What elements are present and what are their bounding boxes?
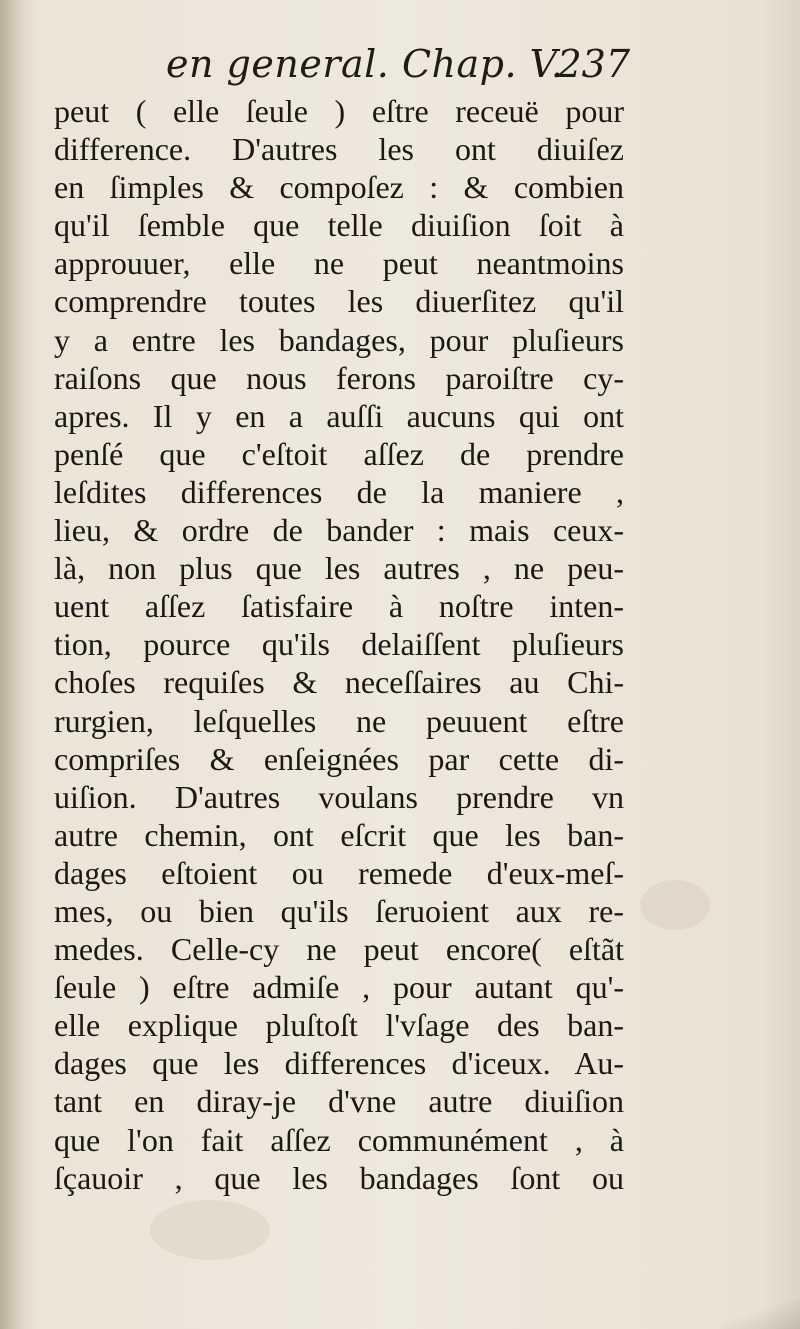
text-line: medes. Celle-cy ne peut encore( eſtãt [54, 931, 624, 968]
text-line: apres. Il y en a auſſi aucuns qui ont [54, 397, 624, 434]
text-line: que l'on fait aſſez communément , à [54, 1121, 624, 1158]
text-line: uiſion. D'autres voulans prendre vn [54, 778, 624, 815]
text-line: en ſimples & compoſez : & combien [54, 169, 624, 206]
text-line: dages eſtoient ou remede d'eux-meſ- [54, 854, 624, 891]
text-line: penſé que c'eſtoit aſſez de prendre [54, 435, 624, 472]
text-line: comprendre toutes les diuerſitez qu'il [54, 283, 624, 320]
text-line: difference. D'autres les ont diuiſez [54, 131, 624, 168]
text-line: rurgien, leſquelles ne peuuent eſtre [54, 702, 624, 739]
text-line: là, non plus que les autres , ne peu- [54, 550, 624, 587]
text-line: leſdites differences de la maniere , [54, 473, 624, 510]
text-line: autre chemin, ont eſcrit que les ban- [54, 816, 624, 853]
text-line: raiſons que nous ferons paroiſtre cy- [54, 359, 624, 396]
text-line: y a entre les bandages, pour pluſieurs [54, 321, 624, 358]
text-line: tion, pource qu'ils delaiſſent pluſieurs [54, 626, 624, 663]
text-line: choſes requiſes & neceſſaires au Chi- [54, 664, 624, 701]
page-number: 237 [557, 42, 630, 86]
text-line: tant en diray-je d'vne autre diuiſion [54, 1083, 624, 1120]
text-line: qu'il ſemble que telle diuiſion ſoit à [54, 207, 624, 244]
text-line: approuuer, elle ne peut neantmoins [54, 245, 624, 282]
text-line: compriſes & enſeignées par cette di- [54, 740, 624, 777]
text-line: ſçauoir , que les bandages ſont ou [54, 1159, 624, 1196]
paper-stain [150, 1200, 270, 1260]
text-line: dages que les differences d'iceux. Au- [54, 1045, 624, 1082]
body-text [54, 92, 624, 1197]
page-corner-shadow [720, 1299, 800, 1329]
text-line: ſeule ) eſtre admiſe , pour autant qu'- [54, 969, 624, 1006]
text-line: lieu, & ordre de bander : mais ceux- [54, 512, 624, 549]
text-line: peut ( elle ſeule ) eſtre receuë pour [54, 93, 624, 129]
text-line: elle explique pluſtoſt l'vſage des ban- [54, 1007, 624, 1044]
text-line: uent aſſez ſatisfaire à noſtre inten- [54, 588, 624, 625]
page-gutter [0, 0, 26, 1329]
text-line: mes, ou bien qu'ils ſeruoient aux re- [54, 892, 624, 929]
paper-stain [640, 880, 710, 930]
running-head: en general. Chap. V. [166, 42, 564, 86]
page-header [60, 38, 630, 96]
